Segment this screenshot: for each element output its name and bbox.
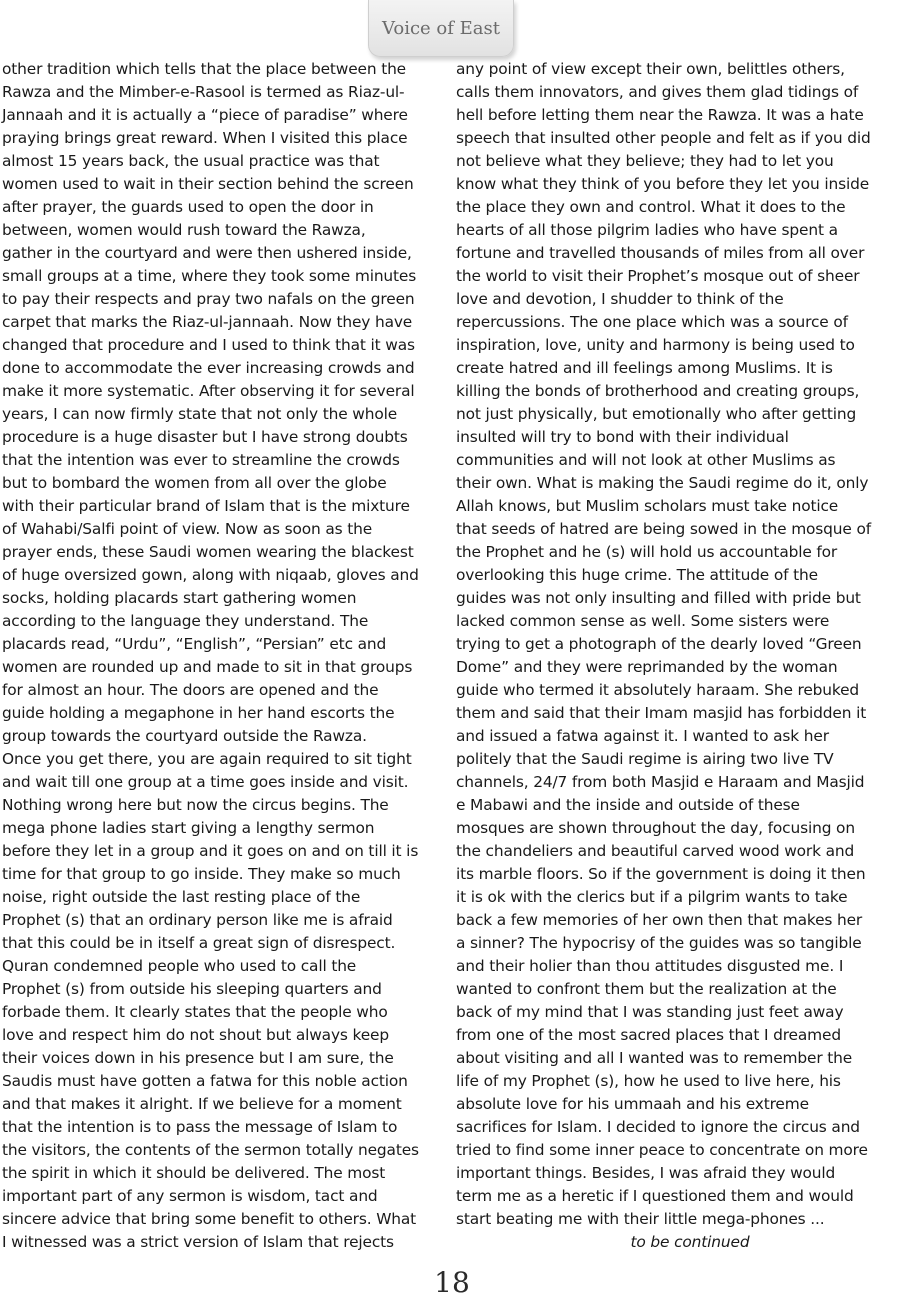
- text-line: absolute love for his ummaah and his extreme: [456, 1095, 809, 1113]
- text-line: mega phone ladies start giving a lengthy sermon: [2, 819, 375, 837]
- text-line: years, I can now firmly state that not only the whole: [2, 405, 398, 423]
- text-line: according to the language they understand. The: [2, 612, 369, 630]
- text-line: women used to wait in their section behind the screen: [2, 175, 414, 193]
- text-line: Dome” and they were reprimanded by the woman: [456, 658, 838, 676]
- text-line: women are rounded up and made to sit in that groups: [2, 658, 413, 676]
- text-line: done to accommodate the ever increasing crowds and: [2, 359, 415, 377]
- text-line: group towards the courtyard outside the Rawza.: [2, 727, 367, 745]
- text-line: life of my Prophet (s), how he used to live here, his: [456, 1072, 841, 1090]
- text-line: that this could be in itself a great sign of disrespect.: [2, 934, 396, 952]
- text-line: calls them innovators, and gives them glad tidings of: [456, 83, 859, 101]
- text-line: guides was not only insulting and filled with pride but: [456, 589, 861, 607]
- text-line: its marble floors. So if the government is doing it then: [456, 865, 866, 883]
- magazine-title-tab: [368, 0, 514, 57]
- text-line: make it more systematic. After observing it for several: [2, 382, 415, 400]
- text-line: and issued a fatwa against it. I wanted to ask her: [456, 727, 829, 745]
- text-line: that seeds of hatred are being sowed in the mosque of: [456, 520, 871, 538]
- text-line: for almost an hour. The doors are opened and the: [2, 681, 379, 699]
- text-line: of Wahabi/Salfi point of view. Now as soon as the: [2, 520, 373, 538]
- text-line: socks, holding placards start gathering women: [2, 589, 357, 607]
- text-line: small groups at a time, where they took some minutes: [2, 267, 417, 285]
- text-line: lacked common sense as well. Some sisters were: [456, 612, 830, 630]
- text-line: between, women would rush toward the Rawza,: [2, 221, 366, 239]
- text-line: e Mabawi and the inside and outside of these: [456, 796, 800, 814]
- text-line: fortune and travelled thousands of miles from all over: [456, 244, 865, 262]
- text-line: a sinner? The hypocrisy of the guides was so tangible: [456, 934, 862, 952]
- text-line: trying to get a photograph of the dearly loved “Green: [456, 635, 862, 653]
- text-line: after prayer, the guards used to open the door in: [2, 198, 374, 216]
- text-line: placards read, “Urdu”, “English”, “Persian” etc and: [2, 635, 387, 653]
- text-line: back a few memories of her own then that makes her: [456, 911, 863, 929]
- text-line: channels, 24/7 from both Masjid e Haraam and Masjid: [456, 773, 865, 791]
- text-line: communities and will not look at other Muslims as: [456, 451, 836, 469]
- text-line: any point of view except their own, belittles others,: [456, 60, 845, 78]
- text-line: politely that the Saudi regime is airing two live TV: [456, 750, 834, 768]
- text-line: Jannaah and it is actually a “piece of paradise” where: [2, 106, 408, 124]
- text-line: the spirit in which it should be delivered. The most: [2, 1164, 386, 1182]
- text-line: guide who termed it absolutely haraam. She rebuked: [456, 681, 860, 699]
- text-line: before they let in a group and it goes on and on till it is: [2, 842, 419, 860]
- text-line: their own. What is making the Saudi regime do it, only: [456, 474, 869, 492]
- text-line: that the intention was ever to streamline the crowds: [2, 451, 400, 469]
- text-line: gather in the courtyard and were then ushered inside,: [2, 244, 412, 262]
- text-line: overlooking this huge crime. The attitude of the: [456, 566, 818, 584]
- text-line: Nothing wrong here but now the circus begins. The: [2, 796, 389, 814]
- text-line: noise, right outside the last resting place of the: [2, 888, 361, 906]
- article-column-left: [2, 58, 446, 1254]
- text-line: hearts of all those pilgrim ladies who have spent a: [456, 221, 838, 239]
- text-line: mosques are shown throughout the day, focusing on: [456, 819, 855, 837]
- text-line: love and devotion, I shudder to think of the: [456, 290, 784, 308]
- text-line: Allah knows, but Muslim scholars must take notice: [456, 497, 839, 515]
- text-line: term me as a heretic if I questioned them and would: [456, 1187, 854, 1205]
- text-line: almost 15 years back, the usual practice was that: [2, 152, 380, 170]
- text-line: and their holier than thou attitudes disgusted me. I: [456, 957, 844, 975]
- text-line: prayer ends, these Saudi women wearing the blackest: [2, 543, 414, 561]
- text-line: know what they think of you before they let you inside: [456, 175, 870, 193]
- text-line: and that makes it alright. If we believe for a moment: [2, 1095, 402, 1113]
- text-line: guide holding a megaphone in her hand escorts the: [2, 704, 395, 722]
- text-line: procedure is a huge disaster but I have strong doubts: [2, 428, 408, 446]
- article-column-right: [456, 58, 902, 1254]
- text-line: with their particular brand of Islam that is the mixture: [2, 497, 410, 515]
- text-line: that the intention is to pass the message of Islam to: [2, 1118, 398, 1136]
- text-line: sincere advice that bring some benefit to others. What: [2, 1210, 417, 1228]
- text-line: Quran condemned people who used to call the: [2, 957, 357, 975]
- text-line: the visitors, the contents of the sermon totally negates: [2, 1141, 419, 1159]
- text-line: not believe what they believe; they had to let you: [456, 152, 834, 170]
- text-line: Prophet (s) from outside his sleeping quarters and: [2, 980, 382, 998]
- text-line: carpet that marks the Riaz-ul-jannaah. Now they have: [2, 313, 413, 331]
- text-line: tried to find some inner peace to concentrate on more: [456, 1141, 868, 1159]
- text-line: killing the bonds of brotherhood and creating groups,: [456, 382, 860, 400]
- text-line: speech that insulted other people and felt as if you did: [456, 129, 871, 147]
- text-line: the place they own and control. What it does to the: [456, 198, 846, 216]
- text-line: insulted will try to bond with their individual: [456, 428, 789, 446]
- text-line: love and respect him do not shout but always keep: [2, 1026, 389, 1044]
- text-line: important things. Besides, I was afraid they would: [456, 1164, 836, 1182]
- text-line: Rawza and the Mimber-e-Rasool is termed as Riaz-ul-: [2, 83, 405, 101]
- text-line: sacrifices for Islam. I decided to ignore the circus and: [456, 1118, 860, 1136]
- text-line: forbade them. It clearly states that the people who: [2, 1003, 388, 1021]
- text-line: not just physically, but emotionally who after getting: [456, 405, 857, 423]
- text-line: the world to visit their Prophet’s mosque out of sheer: [456, 267, 860, 285]
- text-line: about visiting and all I wanted was to remember the: [456, 1049, 853, 1067]
- text-line: important part of any sermon is wisdom, tact and: [2, 1187, 378, 1205]
- text-line: praying brings great reward. When I visited this place: [2, 129, 408, 147]
- text-line: start beating me with their little mega-phones ...: [456, 1210, 825, 1228]
- text-line: Prophet (s) that an ordinary person like me is afraid: [2, 911, 393, 929]
- text-line: repercussions. The one place which was a source of: [456, 313, 848, 331]
- text-line: inspiration, love, unity and harmony is being used to: [456, 336, 855, 354]
- text-line: and wait till one group at a time goes inside and visit.: [2, 773, 409, 791]
- to-be-continued-note: to be continued: [630, 1233, 750, 1251]
- text-line: back of my mind that I was standing just feet away: [456, 1003, 844, 1021]
- text-line: it is ok with the clerics but if a pilgrim wants to take: [456, 888, 848, 906]
- text-line: from one of the most sacred places that I dreamed: [456, 1026, 841, 1044]
- text-line: their voices down in his presence but I am sure, the: [2, 1049, 394, 1067]
- text-line: of huge oversized gown, along with niqaab, gloves and: [2, 566, 419, 584]
- text-line: them and said that their Imam masjid has forbidden it: [456, 704, 867, 722]
- text-line: but to bombard the women from all over the globe: [2, 474, 387, 492]
- text-line: Once you get there, you are again required to sit tight: [2, 750, 412, 768]
- text-line: create hatred and ill feelings among Muslims. It is: [456, 359, 833, 377]
- page-number: 18: [434, 1266, 470, 1299]
- text-line: Saudis must have gotten a fatwa for this noble action: [2, 1072, 408, 1090]
- text-line: to pay their respects and pray two nafals on the green: [2, 290, 415, 308]
- text-line: the Prophet and he (s) will hold us accountable for: [456, 543, 838, 561]
- text-line: hell before letting them near the Rawza. It was a hate: [456, 106, 864, 124]
- magazine-title: Voice of East: [382, 17, 500, 39]
- text-line: other tradition which tells that the place between the: [2, 60, 406, 78]
- text-line: wanted to confront them but the realization at the: [456, 980, 837, 998]
- text-line: time for that group to go inside. They make so much: [2, 865, 401, 883]
- text-line: the chandeliers and beautiful carved wood work and: [456, 842, 855, 860]
- text-line: changed that procedure and I used to think that it was: [2, 336, 415, 354]
- text-line: I witnessed was a strict version of Islam that rejects: [2, 1233, 394, 1251]
